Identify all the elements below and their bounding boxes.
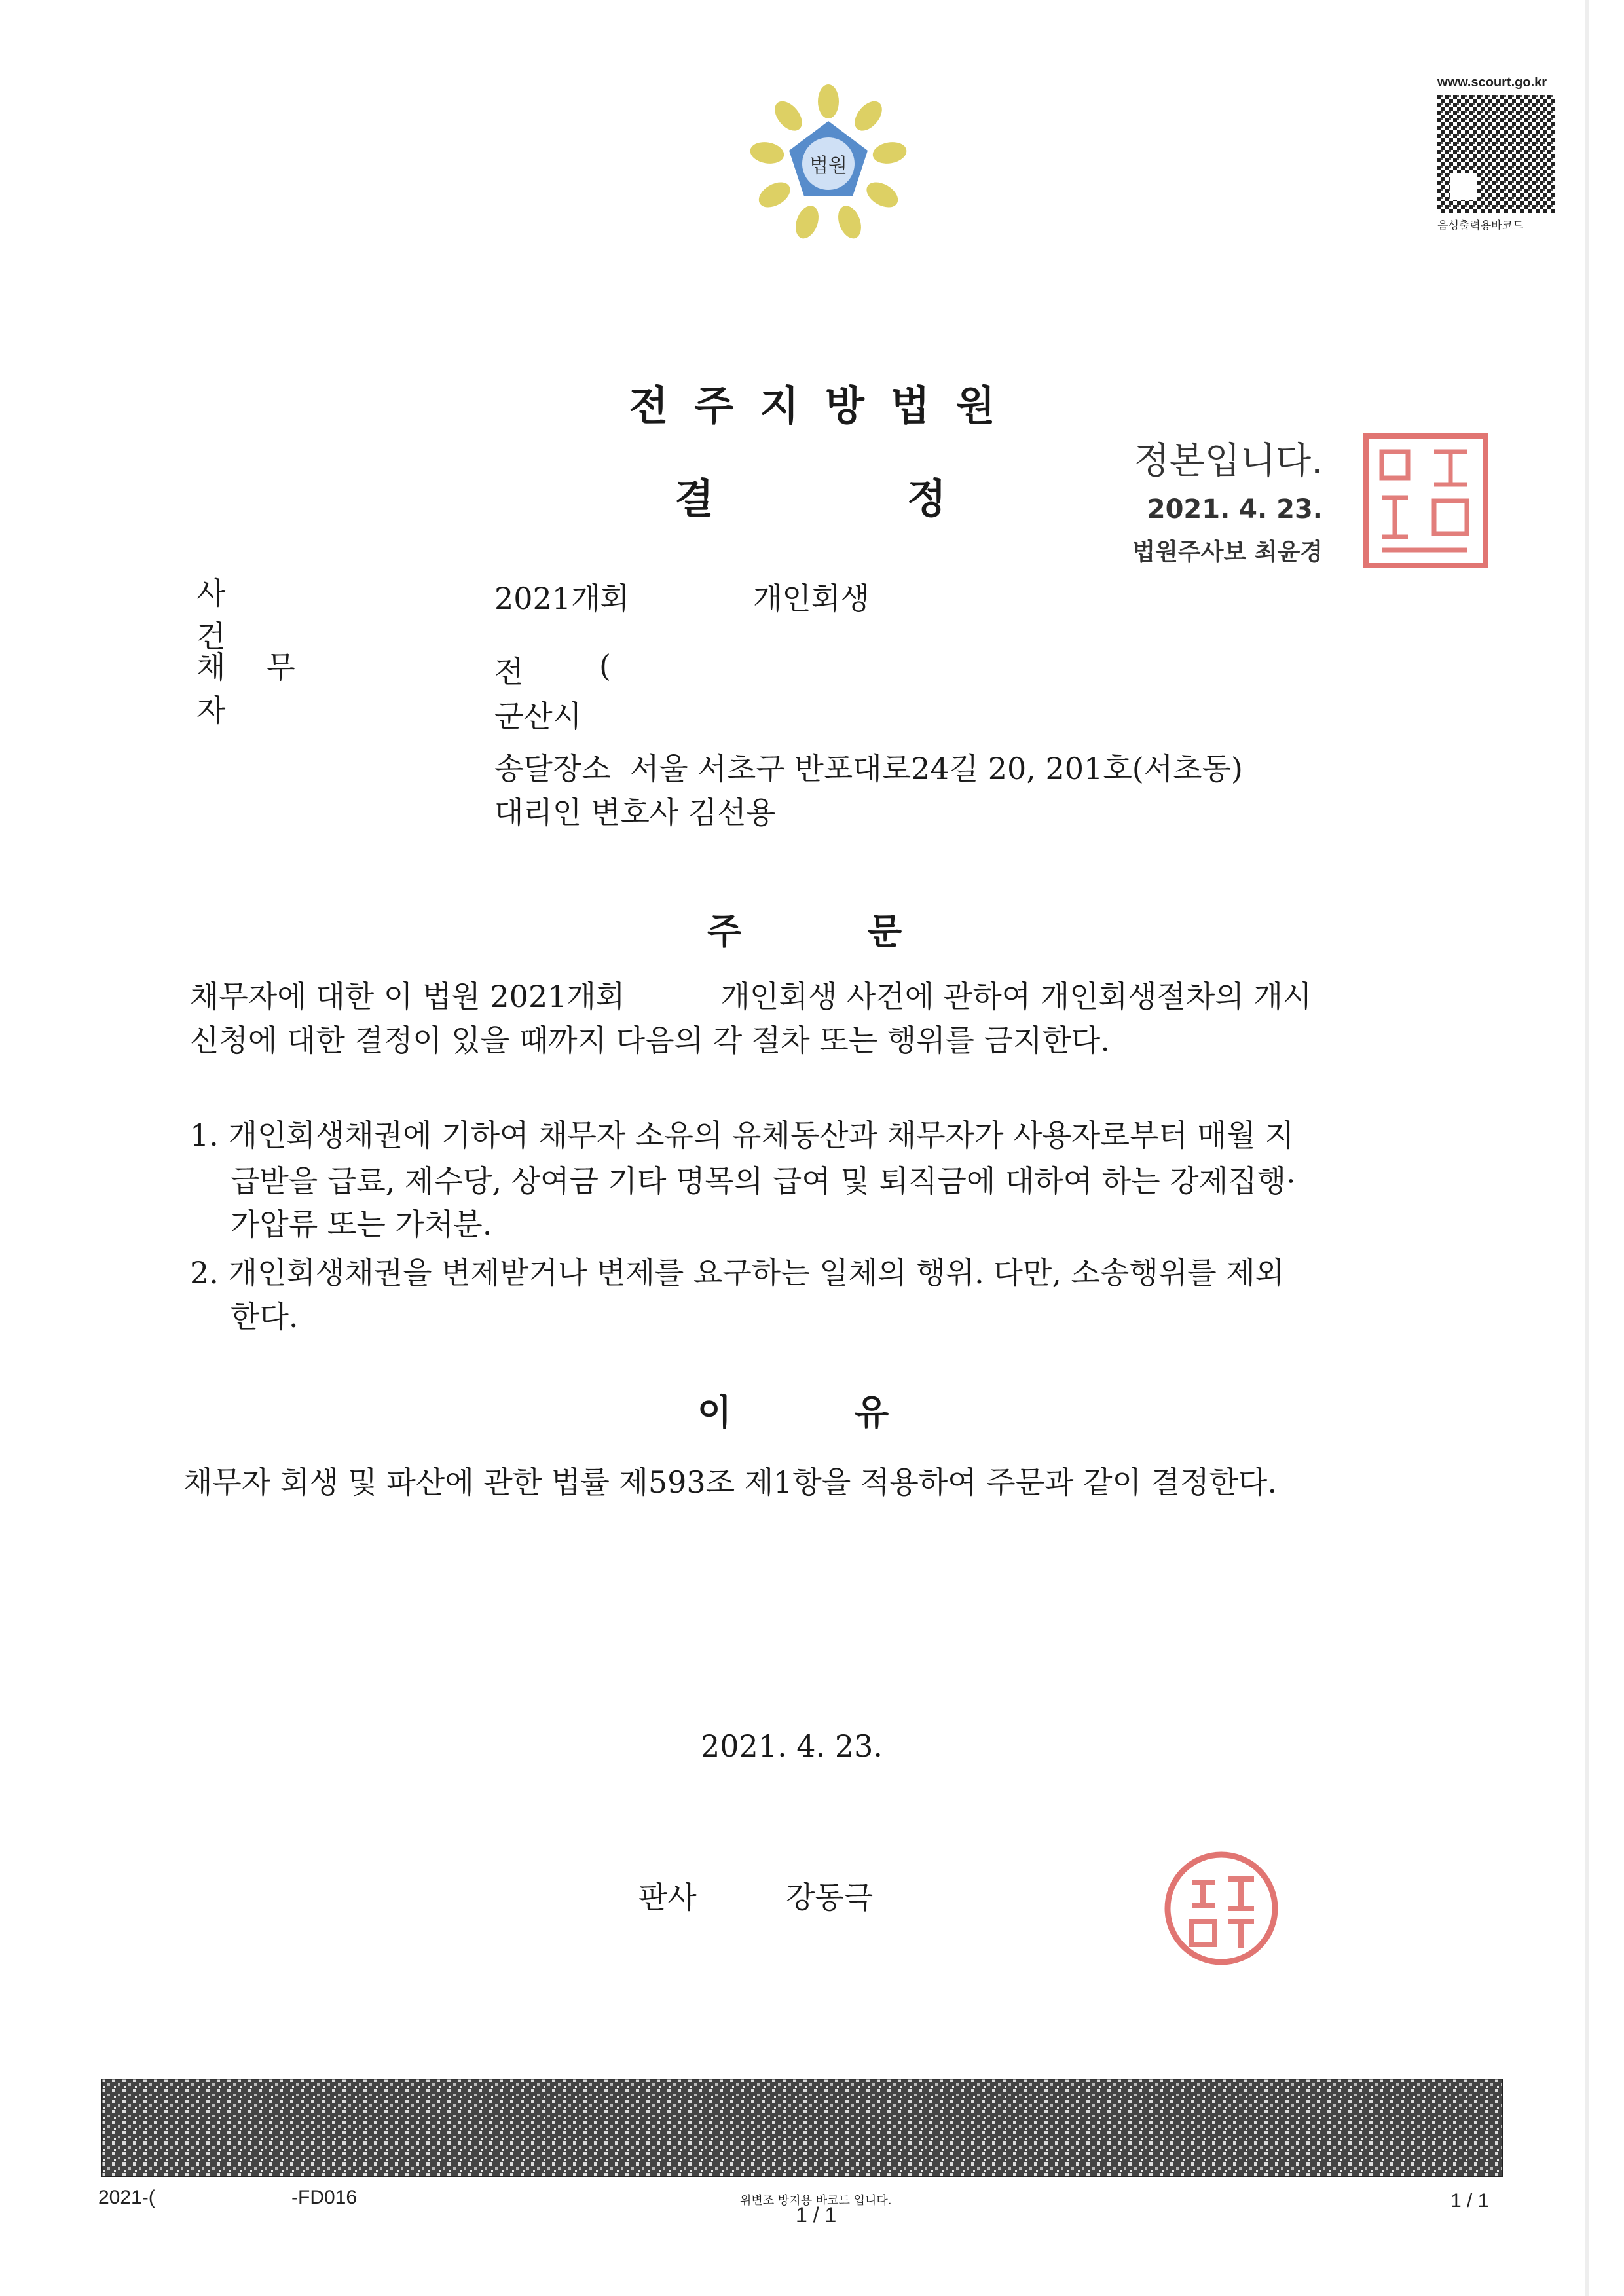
decision-title-a: 결 xyxy=(674,475,714,522)
footer-form-code: -FD016 xyxy=(291,2187,358,2208)
reason-heading-b: 유 xyxy=(855,1392,889,1433)
court-emblem-icon xyxy=(747,82,910,246)
order-item1-line3: 가압류 또는 가처분. xyxy=(231,1207,492,1242)
order-paragraph-line1: 채무자에 대한 이 법원 2021개회 개인회생 사건에 관하여 개인회생절차의 개시 xyxy=(190,979,1312,1014)
qr-caption: 음성출력용바코드 xyxy=(1437,219,1524,232)
case-number: 2021개회 xyxy=(494,581,629,616)
debtor-label: 채무자 xyxy=(196,649,336,728)
judge-seal-stamp xyxy=(1162,1846,1280,1971)
debtor-name: 전 xyxy=(494,654,524,689)
order-heading-b: 문 xyxy=(868,911,902,952)
judge-name: 강동극 xyxy=(786,1880,874,1915)
order-paragraph-line2: 신청에 대한 결정이 있을 때까지 다음의 각 절차 또는 행위를 금지한다. xyxy=(190,1023,1111,1058)
emblem-text: 법원 xyxy=(809,155,847,177)
order-item2-line2: 한다. xyxy=(231,1299,299,1334)
order-item1-line1: 1. 개인회생채권에 기하여 채무자 소유의 유체동산과 채무자가 사용자로부터 매월 지 xyxy=(190,1118,1295,1153)
certified-copy-text: 정본입니다. xyxy=(1134,440,1323,483)
qr-url: www.scourt.go.kr xyxy=(1437,75,1547,90)
footer-page-right: 1 / 1 xyxy=(1450,2190,1489,2212)
court-seal-stamp xyxy=(1362,432,1490,570)
clerk-name: 법원주사보 최윤경 xyxy=(1132,539,1323,566)
case-label: 사건 xyxy=(196,575,324,654)
service-address: 송달장소 서울 서초구 반포대로24길 20, 201호(서초동) xyxy=(494,751,1243,786)
footer-page-center: 1 / 1 xyxy=(796,2203,837,2227)
scan-edge-shadow xyxy=(1585,0,1589,2296)
decision-date: 2021. 4. 23. xyxy=(701,1728,883,1764)
reason-heading-a: 이 xyxy=(697,1392,732,1433)
court-title: 전주지방법원 xyxy=(629,382,1022,429)
qr-code-icon xyxy=(1437,95,1555,213)
order-item2-line1: 2. 개인회생채권을 변제받거나 변제를 요구하는 일체의 행위. 다만, 소송행위를 제외 xyxy=(190,1255,1285,1290)
certified-date: 2021. 4. 23. xyxy=(1147,494,1323,524)
debtor-address: 군산시 xyxy=(494,699,582,734)
footer-barcode-note: 위변조 방지용 바코드 입니다. xyxy=(740,2194,892,2208)
judge-title: 판사 xyxy=(638,1880,697,1915)
decision-title-b: 정 xyxy=(907,475,946,522)
anti-forgery-barcode-icon xyxy=(101,2079,1503,2177)
footer-doc-number: 2021-( xyxy=(98,2187,155,2208)
reason-text: 채무자 회생 및 파산에 관한 법률 제593조 제1항을 적용하여 주문과 같이 결정한다. xyxy=(183,1465,1278,1500)
debtor-paren: ( xyxy=(599,648,611,683)
order-heading-a: 주 xyxy=(707,911,742,952)
order-item1-line2: 급받을 급료, 제수당, 상여금 기타 명목의 급여 및 퇴직금에 대하여 하는 강제집행· xyxy=(231,1163,1296,1199)
case-type: 개인회생 xyxy=(753,581,870,616)
legal-agent: 대리인 변호사 김선용 xyxy=(494,795,776,830)
